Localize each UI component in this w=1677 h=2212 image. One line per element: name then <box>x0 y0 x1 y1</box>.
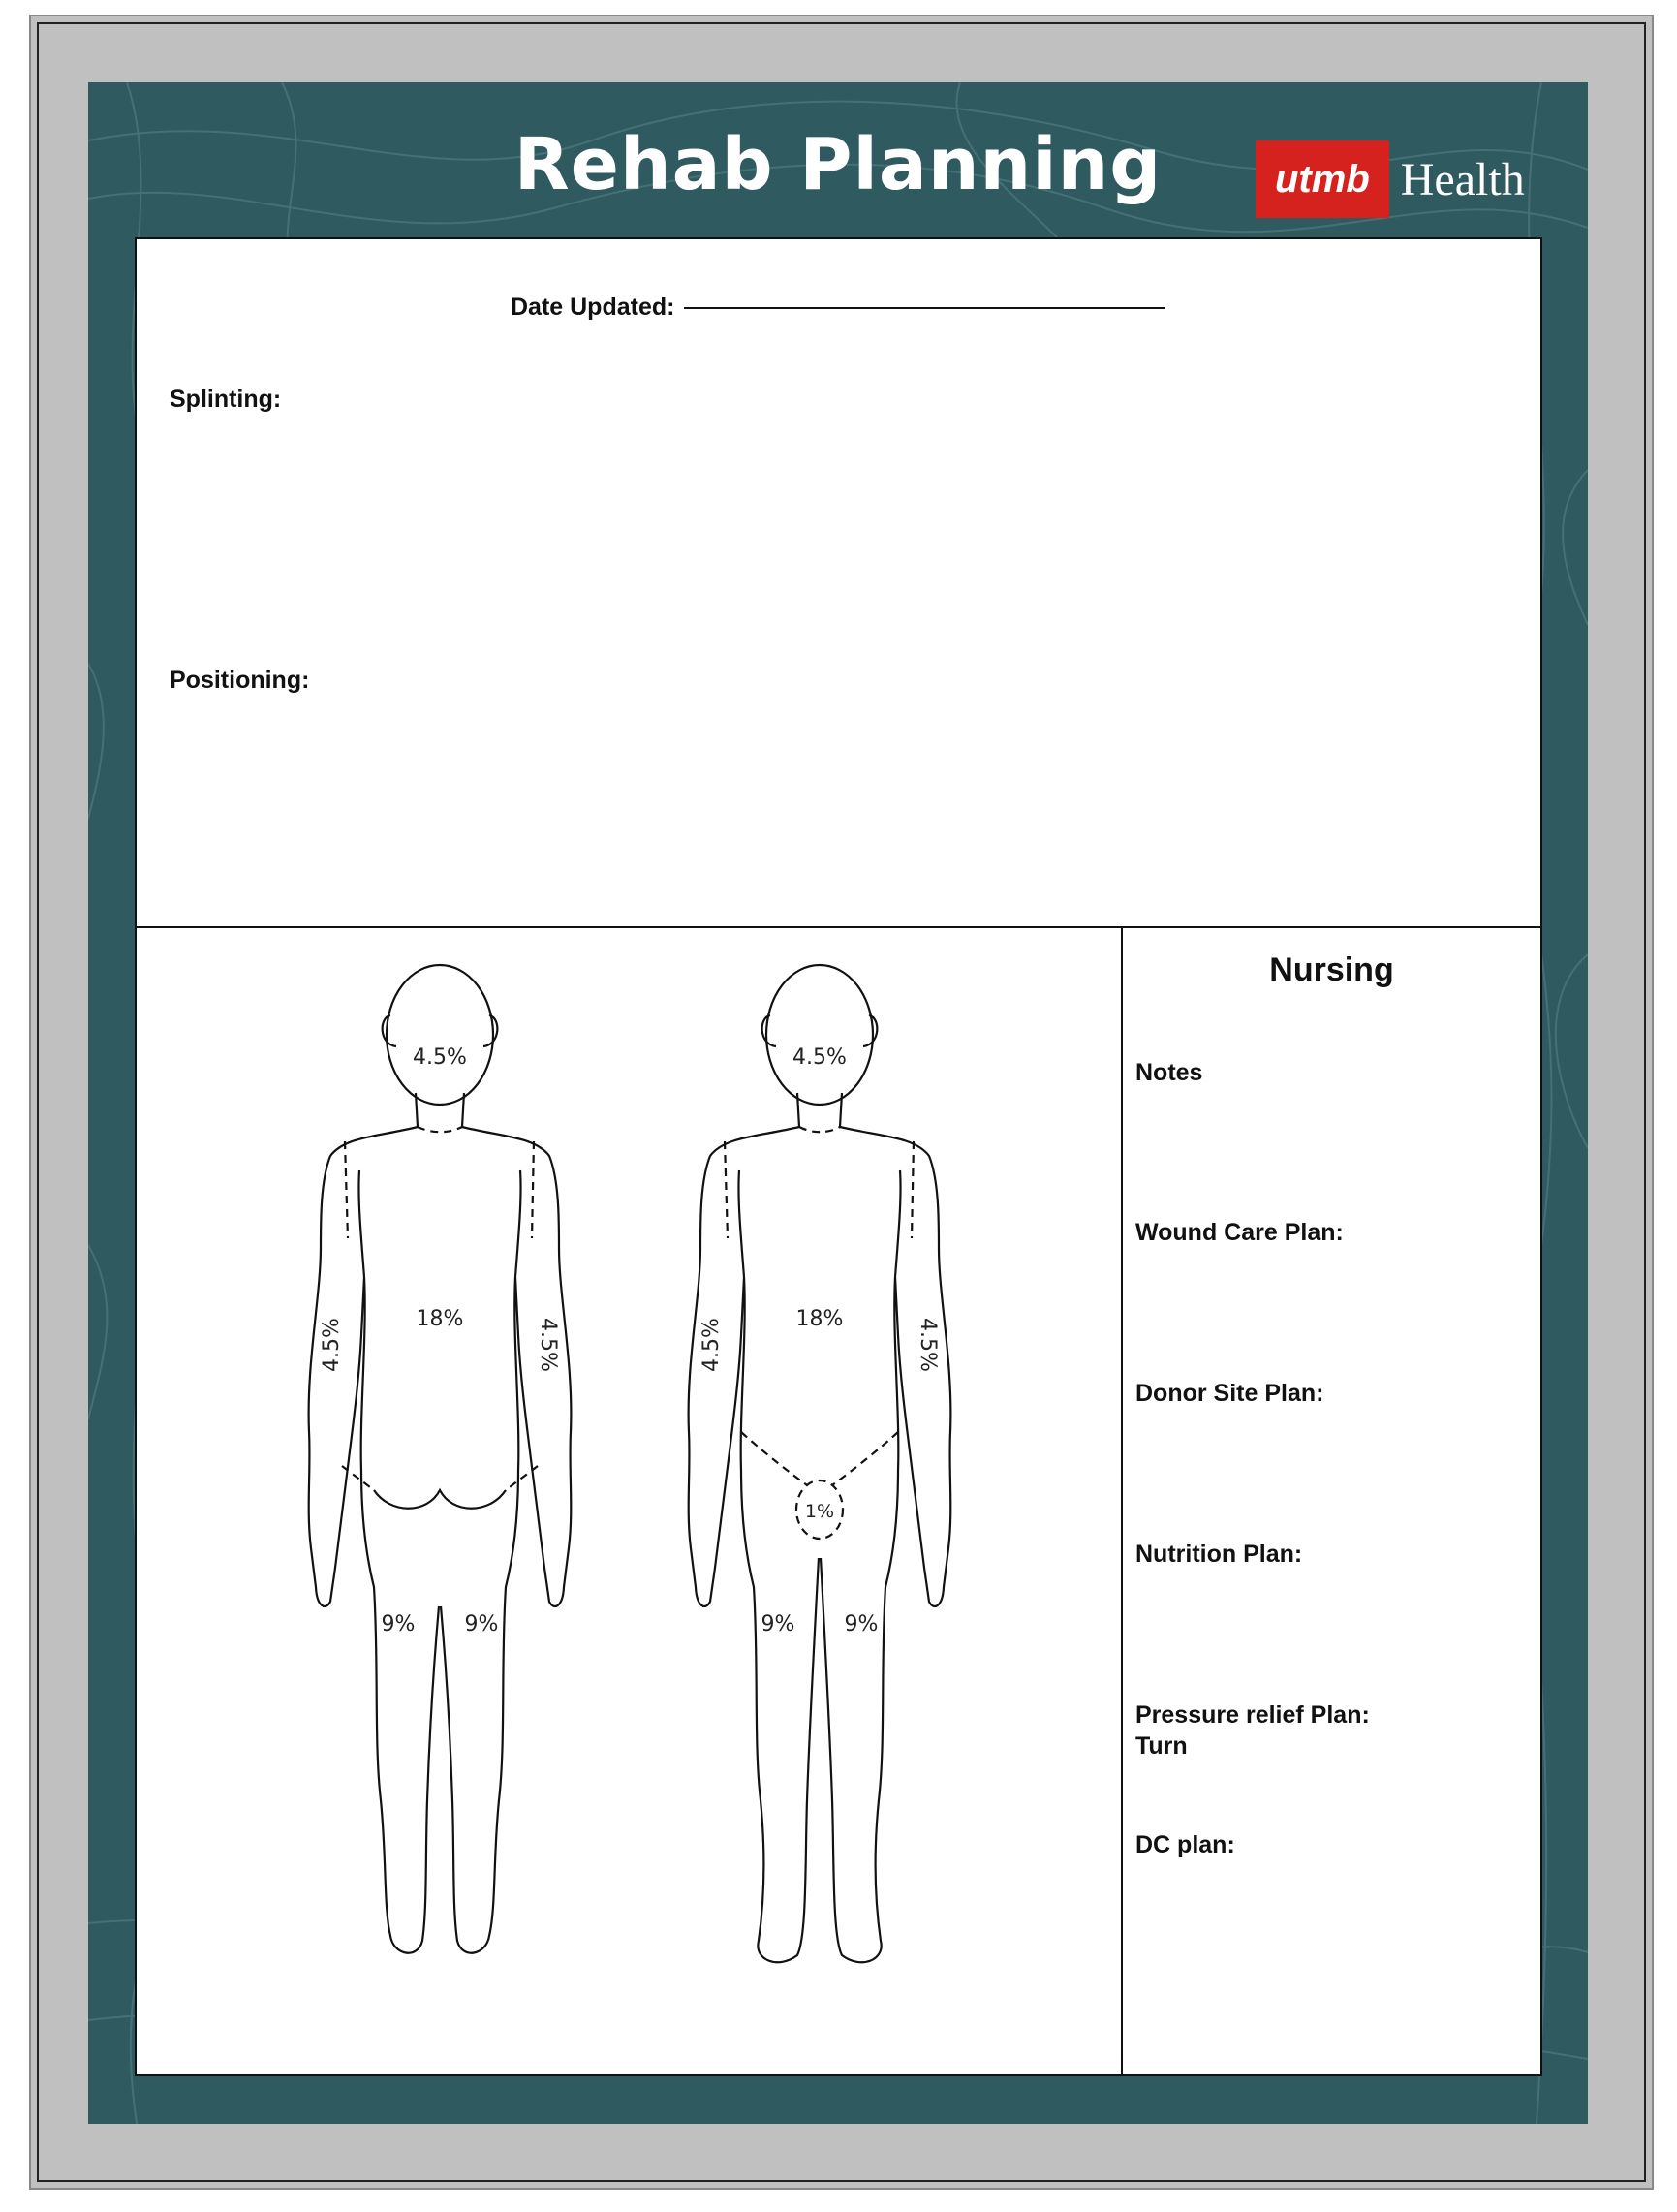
front-head-pct: 4.5% <box>792 1045 847 1070</box>
back-torso-pct: 18% <box>416 1307 464 1331</box>
front-region-dividers <box>725 1127 914 1539</box>
wound-care-label: Wound Care Plan: <box>1135 1219 1344 1246</box>
front-torso-pct: 18% <box>795 1307 844 1331</box>
pressure-relief-label: Pressure relief Plan: <box>1135 1701 1370 1729</box>
nursing-title: Nursing <box>1269 951 1394 988</box>
back-right-leg-pct: 9% <box>464 1612 499 1636</box>
rehab-panel <box>135 237 1542 930</box>
turn-label: Turn <box>1135 1732 1188 1760</box>
logo-mark: utmb <box>1256 140 1389 218</box>
donor-site-label: Donor Site Plan: <box>1135 1380 1324 1407</box>
front-right-leg-pct: 9% <box>844 1612 879 1636</box>
front-body-figure <box>689 965 951 1962</box>
logo-word: Health <box>1400 153 1525 205</box>
dc-plan-label: DC plan: <box>1135 1831 1235 1858</box>
utmb-health-logo <box>1256 140 1525 218</box>
nursing-panel <box>1121 926 1542 2076</box>
nutrition-label: Nutrition Plan: <box>1135 1541 1303 1568</box>
body-figures <box>137 928 1123 2074</box>
body-chart-panel <box>135 926 1125 2076</box>
front-left-leg-pct: 9% <box>761 1612 795 1636</box>
back-left-leg-pct: 9% <box>381 1612 416 1636</box>
notes-label: Notes <box>1135 1059 1203 1086</box>
back-body-figure <box>309 965 572 1953</box>
back-head-pct: 4.5% <box>413 1045 467 1070</box>
positioning-label: Positioning: <box>170 667 310 694</box>
page-title: Rehab Planning <box>513 123 1163 206</box>
back-right-arm-pct: 4.5% <box>536 1318 560 1372</box>
date-updated-field[interactable] <box>684 278 1165 309</box>
front-left-arm-pct: 4.5% <box>699 1318 724 1372</box>
splinting-label: Splinting: <box>170 386 282 413</box>
front-right-arm-pct: 4.5% <box>916 1318 940 1372</box>
date-updated-label: Date Updated: <box>511 294 675 321</box>
front-genital-pct: 1% <box>804 1501 835 1522</box>
back-left-arm-pct: 4.5% <box>320 1318 344 1372</box>
